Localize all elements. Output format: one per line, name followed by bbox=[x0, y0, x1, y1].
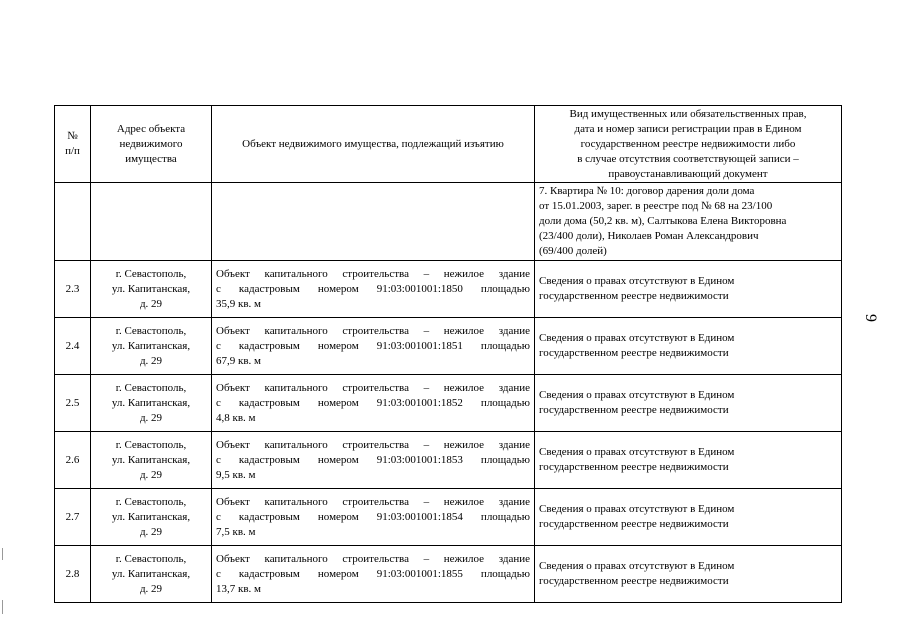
header-line: правоустанавливающий документ bbox=[608, 167, 768, 180]
header-line: дата и номер записи регистрации прав в Едином bbox=[574, 122, 802, 135]
cell-object bbox=[212, 183, 535, 261]
cell-line: 9,5 кв. м bbox=[216, 468, 256, 481]
cell-line: ул. Капитанская, bbox=[111, 453, 191, 466]
cell-line: г. Севастополь, bbox=[115, 324, 187, 337]
cell-rights bbox=[535, 432, 842, 489]
header-line: государственном реестре недвижимости либо bbox=[580, 137, 796, 150]
cell-line: Объект капитального строительства – нежилое здание bbox=[216, 267, 530, 280]
cell-object bbox=[212, 489, 535, 546]
cell-line: 4,8 кв. м bbox=[216, 411, 256, 424]
cell-rights bbox=[535, 261, 842, 318]
cell-line: с кадастровым номером 91:03:001001:1853 площадью bbox=[216, 453, 530, 466]
header-num bbox=[55, 106, 91, 183]
cell-line: Сведения о правах отсутствуют в Едином bbox=[539, 332, 735, 344]
cell-line: г. Севастополь, bbox=[115, 552, 187, 565]
cell-object bbox=[212, 546, 535, 603]
cell-line: ул. Капитанская, bbox=[111, 282, 191, 295]
header-address bbox=[91, 106, 212, 183]
cell-rights bbox=[535, 489, 842, 546]
cell-line: ул. Капитанская, bbox=[111, 396, 191, 409]
cell-line: 67,9 кв. м bbox=[216, 354, 261, 367]
cell-num: 2.6 bbox=[55, 432, 91, 489]
header-line: имущества bbox=[125, 152, 177, 165]
cell-line: (69/400 долей) bbox=[539, 245, 607, 257]
table-row-continuation bbox=[55, 183, 842, 261]
cell-line: с кадастровым номером 91:03:001001:1854 площадью bbox=[216, 510, 530, 523]
cell-num: 2.7 bbox=[55, 489, 91, 546]
cell-line: от 15.01.2003, зарег. в реестре под № 68 на 23/100 bbox=[539, 200, 773, 212]
cell-line: ул. Капитанская, bbox=[111, 339, 191, 352]
cell-address bbox=[91, 318, 212, 375]
cell-line: с кадастровым номером 91:03:001001:1855 площадью bbox=[216, 567, 530, 580]
cell-object bbox=[212, 375, 535, 432]
cell-line: ул. Капитанская, bbox=[111, 567, 191, 580]
cell-num: 2.4 bbox=[55, 318, 91, 375]
cell-address bbox=[91, 183, 212, 261]
table-header-row bbox=[55, 106, 842, 183]
cell-line: доли дома (50,2 кв. м), Салтыкова Елена Викторовна bbox=[539, 215, 787, 227]
cell-line: государственном реестре недвижимости bbox=[539, 518, 729, 530]
cell-rights bbox=[535, 375, 842, 432]
cell-rights bbox=[535, 546, 842, 603]
scan-edge-mark bbox=[2, 548, 3, 560]
cell-address bbox=[91, 432, 212, 489]
table-row bbox=[55, 261, 842, 318]
table-row bbox=[55, 375, 842, 432]
cell-num: 2.3 bbox=[55, 261, 91, 318]
cell-rights bbox=[535, 318, 842, 375]
cell-line: д. 29 bbox=[139, 468, 163, 481]
page-number: 9 bbox=[862, 314, 879, 322]
cell-line: Объект капитального строительства – нежилое здание bbox=[216, 495, 530, 508]
header-object bbox=[212, 106, 535, 183]
header-line: п/п bbox=[65, 145, 80, 157]
header-line: Адрес объекта bbox=[116, 122, 186, 135]
cell-line: Сведения о правах отсутствуют в Едином bbox=[539, 389, 735, 401]
cell-line: с кадастровым номером 91:03:001001:1850 площадью bbox=[216, 282, 530, 295]
cell-line: д. 29 bbox=[139, 354, 163, 367]
cell-line: Объект капитального строительства – нежилое здание bbox=[216, 438, 530, 451]
cell-address bbox=[91, 489, 212, 546]
cell-object bbox=[212, 432, 535, 489]
cell-num: 2.5 bbox=[55, 375, 91, 432]
table-row bbox=[55, 432, 842, 489]
cell-line: государственном реестре недвижимости bbox=[539, 404, 729, 416]
header-line: недвижимого bbox=[119, 137, 183, 150]
cell-line: государственном реестре недвижимости bbox=[539, 347, 729, 359]
cell-line: Объект капитального строительства – нежилое здание bbox=[216, 552, 530, 565]
cell-line: государственном реестре недвижимости bbox=[539, 461, 729, 473]
cell-line: государственном реестре недвижимости bbox=[539, 290, 729, 302]
cell-line: 7,5 кв. м bbox=[216, 525, 256, 538]
cell-line: с кадастровым номером 91:03:001001:1851 площадью bbox=[216, 339, 530, 352]
header-rights bbox=[535, 106, 842, 183]
cell-line: г. Севастополь, bbox=[115, 438, 187, 451]
cell-num: 2.8 bbox=[55, 546, 91, 603]
table-row bbox=[55, 546, 842, 603]
cell-line: Сведения о правах отсутствуют в Едином bbox=[539, 275, 735, 287]
cell-address bbox=[91, 261, 212, 318]
cell-line: Объект капитального строительства – нежилое здание bbox=[216, 324, 530, 337]
header-line: Объект недвижимого имущества, подлежащий изъятию bbox=[242, 137, 504, 150]
cell-line: 13,7 кв. м bbox=[216, 582, 261, 595]
scan-edge-mark bbox=[2, 600, 3, 614]
cell-line: ул. Капитанская, bbox=[111, 510, 191, 523]
property-table bbox=[54, 105, 842, 603]
cell-line: Объект капитального строительства – нежилое здание bbox=[216, 381, 530, 394]
cell-address bbox=[91, 546, 212, 603]
cell-rights bbox=[535, 183, 842, 261]
cell-num bbox=[55, 183, 91, 261]
cell-line: Сведения о правах отсутствуют в Едином bbox=[539, 446, 735, 458]
cell-line: г. Севастополь, bbox=[115, 381, 187, 394]
cell-line: Сведения о правах отсутствуют в Едином bbox=[539, 503, 735, 515]
cell-line: д. 29 bbox=[139, 297, 163, 310]
header-line: в случае отсутствия соответствующей записи – bbox=[577, 152, 799, 165]
cell-line: 7. Квартира № 10: договор дарения доли дома bbox=[539, 185, 755, 197]
cell-object bbox=[212, 261, 535, 318]
cell-line: с кадастровым номером 91:03:001001:1852 площадью bbox=[216, 396, 530, 409]
cell-line: Сведения о правах отсутствуют в Едином bbox=[539, 560, 735, 572]
cell-address bbox=[91, 375, 212, 432]
cell-line: г. Севастополь, bbox=[115, 495, 187, 508]
cell-line: д. 29 bbox=[139, 411, 163, 424]
cell-line: д. 29 bbox=[139, 525, 163, 538]
cell-line: д. 29 bbox=[139, 582, 163, 595]
table-row bbox=[55, 489, 842, 546]
cell-line: г. Севастополь, bbox=[115, 267, 187, 280]
cell-line: (23/400 доли), Николаев Роман Александрович bbox=[539, 230, 759, 242]
header-line: № bbox=[67, 130, 78, 142]
cell-line: государственном реестре недвижимости bbox=[539, 575, 729, 587]
cell-object bbox=[212, 318, 535, 375]
header-line: Вид имущественных или обязательственных прав, bbox=[569, 107, 807, 120]
table-row bbox=[55, 318, 842, 375]
cell-line: 35,9 кв. м bbox=[216, 297, 261, 310]
